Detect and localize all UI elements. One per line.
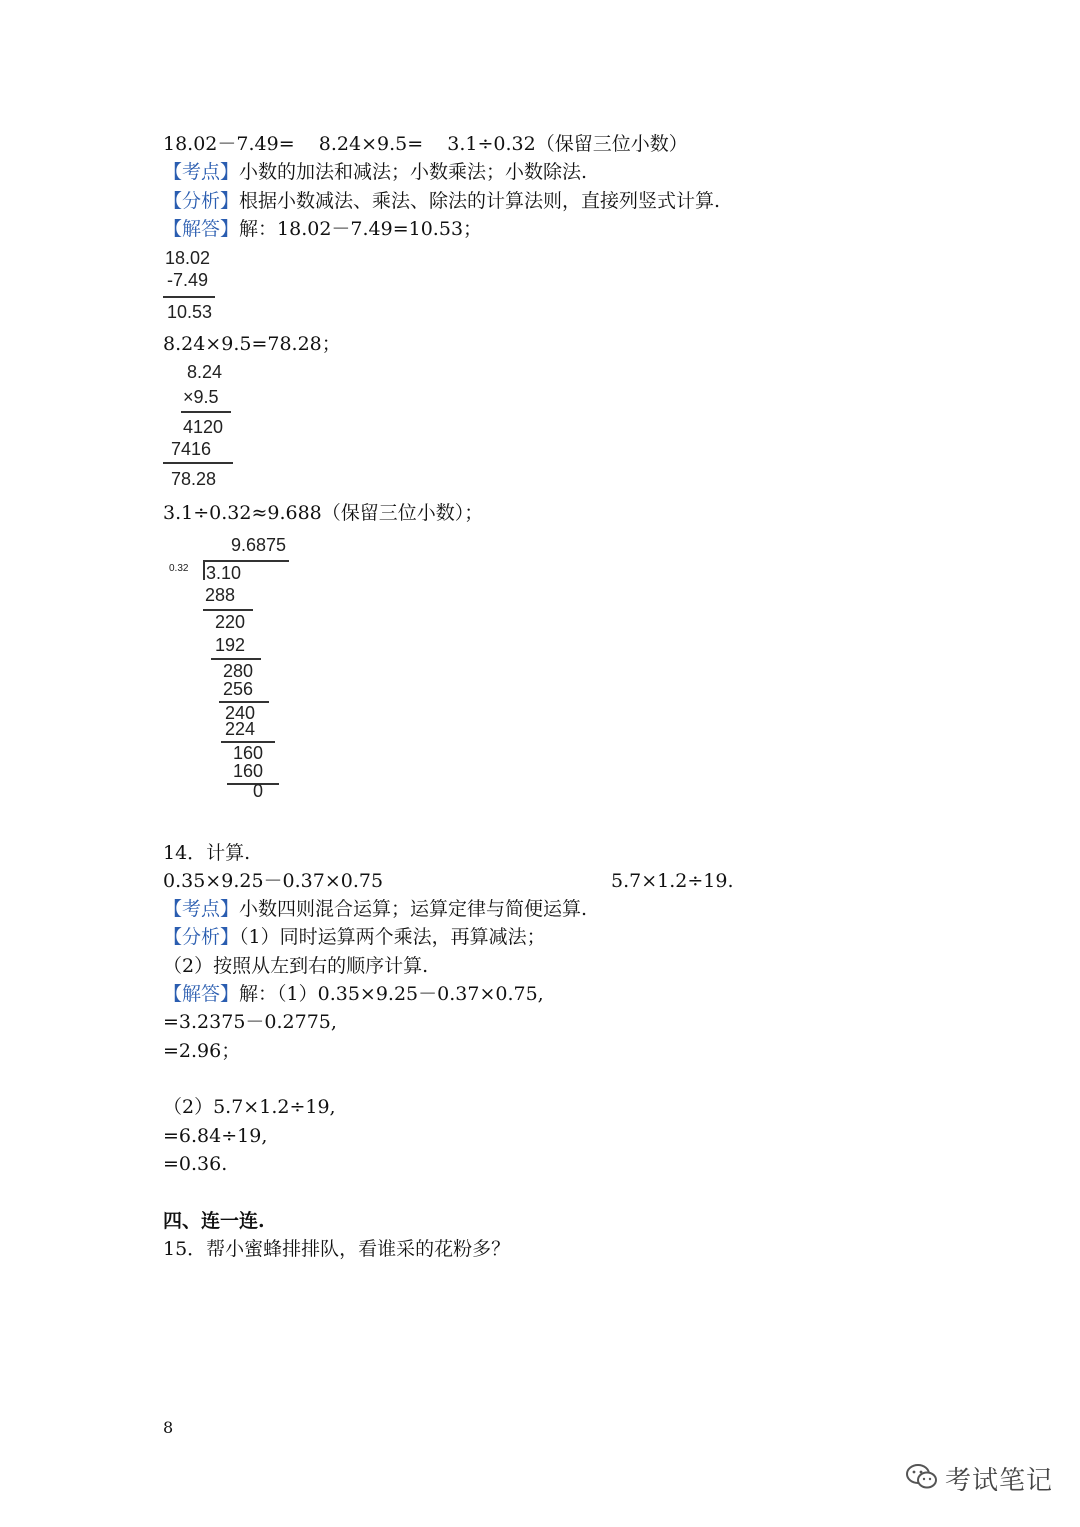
fenxi-text: 根据小数减法、乘法、除法的计算法则，直接列竖式计算. bbox=[239, 190, 721, 212]
kaodian-text: 小数的加法和减法；小数乘法；小数除法. bbox=[239, 161, 588, 183]
q14-expr1: 0.35×9.25－0.37×0.75 bbox=[163, 870, 384, 892]
jieda-text: 解：18.02－7.49=10.53； bbox=[239, 218, 483, 240]
q15-text: 15．帮小蜜蜂排排队，看谁采的花粉多？ bbox=[163, 1238, 511, 1260]
vertical-division bbox=[163, 533, 293, 803]
sub-line bbox=[163, 296, 215, 298]
q13-fenxi bbox=[163, 188, 720, 214]
page-number: 8 bbox=[163, 1418, 174, 1437]
q14-jieda bbox=[163, 981, 544, 1007]
kaodian-tag: 【考点】 bbox=[163, 161, 240, 183]
q13-line3: 3.1÷0.32≈9.688（保留三位小数）； bbox=[163, 502, 484, 524]
q14-step1: =3.2375－0.2775, bbox=[163, 1011, 337, 1033]
div-step: 160 bbox=[233, 761, 264, 781]
q13-line2: 8.24×9.5=78.28； bbox=[163, 333, 341, 355]
q14-title: 14．计算. bbox=[163, 842, 251, 864]
div-dividend: 3.10 bbox=[206, 563, 242, 583]
div-step: 240 bbox=[225, 703, 256, 723]
mul-line-2 bbox=[163, 462, 233, 464]
q14-fenxi2: （2）按照从左到右的顺序计算. bbox=[163, 955, 429, 977]
fenxi-tag: 【分析】 bbox=[163, 190, 240, 212]
vertical-subtraction bbox=[163, 248, 223, 328]
q13-kaodian bbox=[163, 159, 587, 185]
section4-title: 四、连一连. bbox=[163, 1210, 265, 1232]
div-step: 256 bbox=[223, 679, 254, 699]
jieda-tag: 【解答】 bbox=[163, 218, 240, 240]
q14-part2: （2）5.7×1.2÷19, bbox=[163, 1096, 336, 1118]
q14-fenxi bbox=[163, 924, 546, 950]
mul-result: 78.28 bbox=[171, 469, 217, 489]
q14-kaodian bbox=[163, 896, 587, 922]
jieda-text: 解：（1）0.35×9.25－0.37×0.75, bbox=[239, 983, 544, 1005]
div-step: 288 bbox=[205, 585, 236, 605]
div-step: 224 bbox=[225, 719, 256, 739]
watermark-text: 考试笔记 bbox=[945, 1466, 1054, 1496]
mul-partial-1: 4120 bbox=[183, 417, 224, 437]
q13-jieda bbox=[163, 216, 482, 242]
q13-question: 18.02－7.49= 8.24×9.5= 3.1÷0.32（保留三位小数） bbox=[163, 133, 688, 155]
mul-a: 8.24 bbox=[187, 362, 223, 382]
div-bracket bbox=[203, 560, 205, 580]
div-step: 280 bbox=[223, 661, 254, 681]
q14-step3: =6.84÷19, bbox=[163, 1125, 268, 1147]
sub-minuend: 18.02 bbox=[165, 248, 211, 268]
sub-subtrahend: -7.49 bbox=[167, 270, 209, 290]
fenxi-tag: 【分析】 bbox=[163, 926, 240, 948]
watermark bbox=[905, 1460, 1053, 1497]
mul-b: ×9.5 bbox=[183, 387, 219, 407]
div-step: 192 bbox=[215, 635, 246, 655]
div-line bbox=[211, 658, 261, 660]
kaodian-text: 小数四则混合运算；运算定律与简便运算. bbox=[239, 898, 588, 920]
div-line bbox=[203, 609, 253, 611]
kaodian-tag: 【考点】 bbox=[163, 898, 240, 920]
div-step: 160 bbox=[233, 743, 264, 763]
jieda-tag: 【解答】 bbox=[163, 983, 240, 1005]
mul-line-1 bbox=[181, 411, 231, 413]
div-quotient: 9.6875 bbox=[231, 535, 287, 555]
q14-step2: =2.96； bbox=[163, 1040, 241, 1062]
mul-partial-2: 7416 bbox=[171, 439, 212, 459]
div-remainder: 0 bbox=[253, 781, 264, 801]
div-step: 220 bbox=[215, 612, 246, 632]
sub-result: 10.53 bbox=[167, 302, 213, 322]
q14-step4: =0.36. bbox=[163, 1153, 228, 1175]
div-top-line bbox=[203, 560, 289, 562]
q14-expr2: 5.7×1.2÷19. bbox=[611, 870, 734, 892]
wechat-icon bbox=[905, 1463, 939, 1495]
vertical-multiplication bbox=[163, 362, 243, 492]
fenxi-text: （1）同时运算两个乘法，再算减法； bbox=[239, 926, 546, 948]
div-divisor: 0.32 bbox=[169, 563, 189, 574]
